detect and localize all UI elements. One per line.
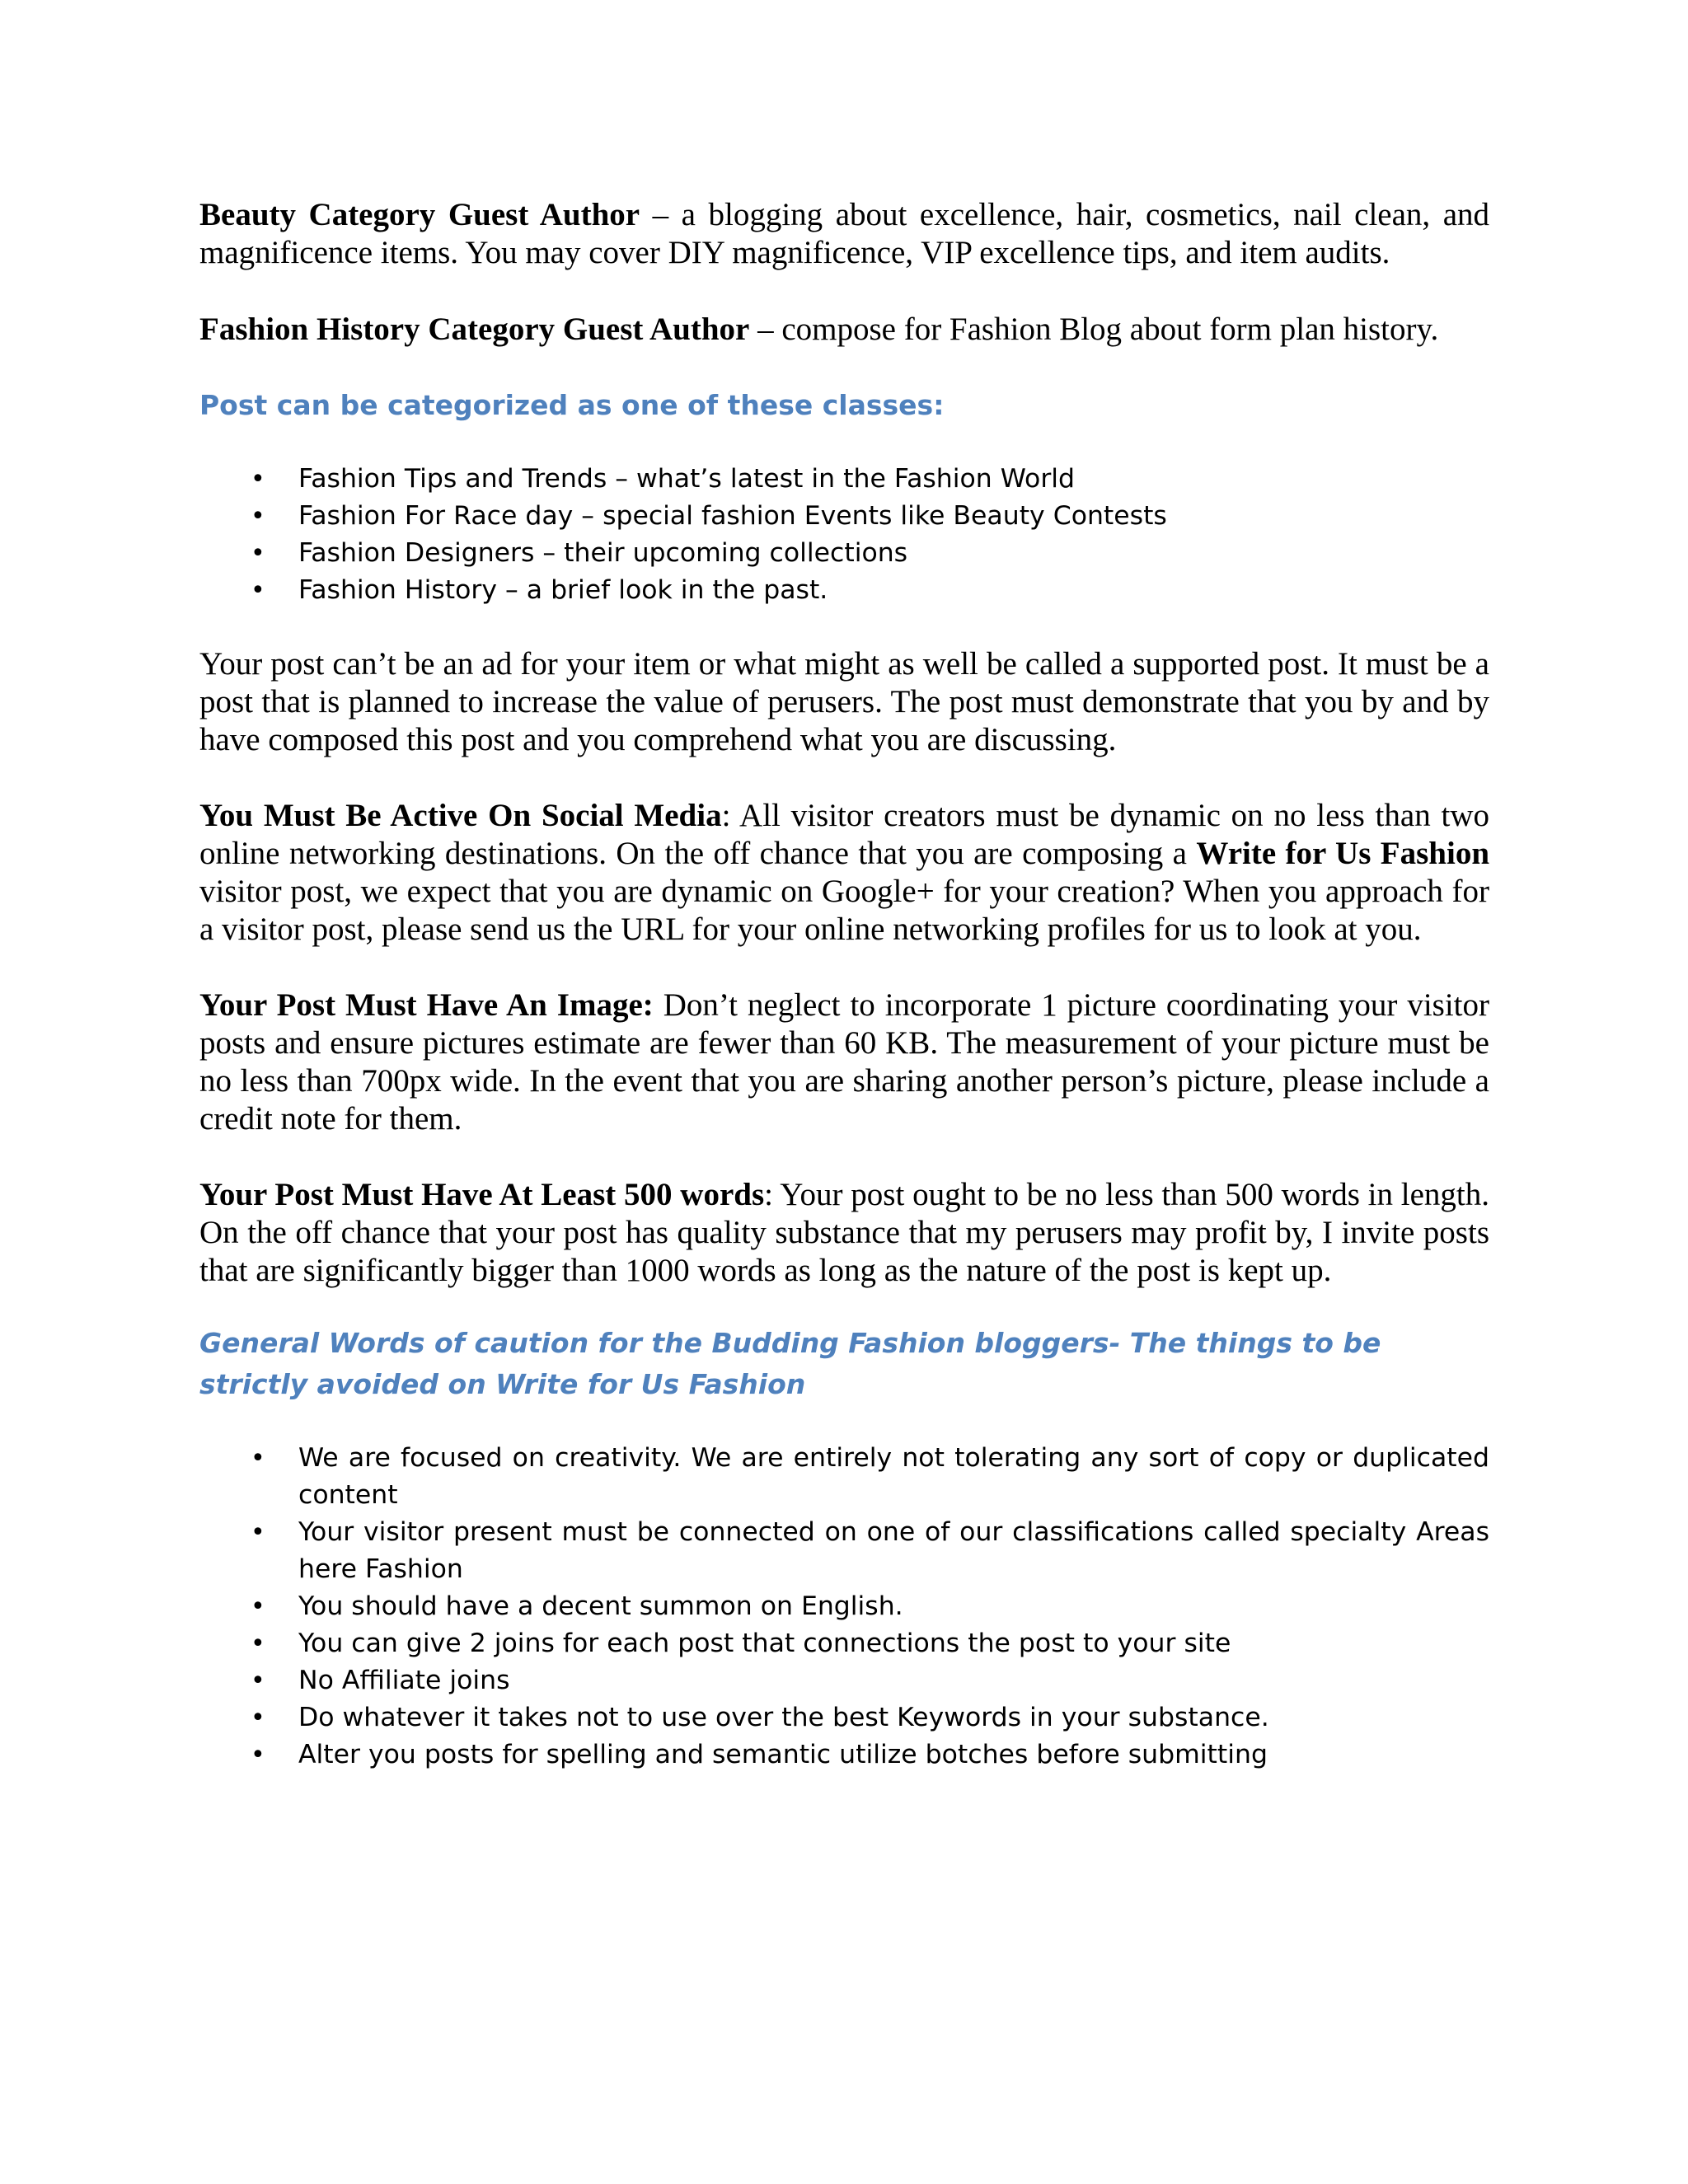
list-item-text: Fashion Tips and Trends – what’s latest in the Fashion World	[298, 464, 1076, 494]
bullet-icon: •	[251, 465, 265, 494]
paragraph-social-media	[199, 797, 1489, 949]
list-item-text: No Affiliate joins	[298, 1666, 510, 1695]
paragraph-image	[199, 987, 1489, 1138]
bullet-icon: •	[251, 1629, 265, 1658]
document-page	[199, 196, 1489, 1774]
social-media-text-1: : All visitor creators must be dynamic on no less than two online networking destinations. On the off chance that you are composing a	[199, 798, 1489, 871]
social-media-text-2: visitor post, we expect that you are dynamic on Google+ for your creation? When you approach for a visitor post, please send us the URL for your online networking profiles for us to look at you.	[199, 874, 1489, 947]
list-item	[199, 1699, 1489, 1736]
list-item	[199, 1662, 1489, 1699]
list-item-text: Alter you posts for spelling and semantic utilize botches before submitting	[298, 1740, 1268, 1769]
history-author-title: Fashion History Category Guest Author	[199, 312, 750, 347]
list-item-text: You can give 2 joins for each post that connections the post to your site	[298, 1629, 1231, 1658]
list-item	[199, 1514, 1489, 1588]
social-media-title: You Must Be Active On Social Media	[199, 798, 722, 833]
bullet-icon: •	[251, 539, 265, 568]
image-text: Don’t neglect to incorporate 1 picture coordinating your visitor posts and ensure pictures estimate are fewer than 60 KB. The measurement of your picture must be no less than 700px wide. In the event that you are sharing another person’s picture, please include a credit note for them.	[199, 987, 1489, 1137]
list-item-text: Do whatever it takes not to use over the best Keywords in your substance.	[298, 1703, 1269, 1732]
list-item	[199, 535, 1489, 572]
bullet-icon: •	[251, 1444, 265, 1473]
list-item	[199, 1588, 1489, 1625]
write-for-us-bold: Write for Us Fashion	[1196, 836, 1490, 871]
list-item-text: Fashion History – a brief look in the past.	[298, 575, 828, 605]
list-item-text: We are focused on creativity. We are entirely not tolerating any sort of copy or duplicated content	[298, 1443, 1489, 1510]
list-item-text: Your visitor present must be connected on one of our classifications called specialty Areas here Fashion	[298, 1517, 1489, 1584]
bullet-icon: •	[251, 1741, 265, 1769]
bullet-icon: •	[251, 576, 265, 605]
heading-caution: General Words of caution for the Budding Fashion bloggers- The things to be strictly avoided on Write for Us Fashion	[199, 1327, 1381, 1400]
word-count-text: : Your post ought to be no less than 500 words in length. On the off chance that your post has quality substance that my perusers may profit by, I invite posts that are significantly bigger than 1000 words as long as the nature of the post is kept up.	[199, 1177, 1490, 1288]
list-item	[199, 461, 1489, 498]
beauty-author-text: – a blogging about excellence, hair, cosmetics, nail clean, and magnificence items. You may cover DIY magnificence, VIP excellence tips, and item audits.	[199, 197, 1490, 270]
history-author-text: – compose for Fashion Blog about form plan history.	[749, 312, 1439, 347]
list-item-text: Fashion For Race day – special fashion Events like Beauty Contests	[298, 501, 1167, 531]
list-item	[199, 498, 1489, 535]
paragraph-no-ads: Your post can’t be an ad for your item or what might as well be called a supported post. It must be a post that is planned to increase the value of perusers. The post must demonstrate that you by and by have composed this post and you comprehend what you are discussing.	[199, 646, 1489, 757]
heading-post-classes: Post can be categorized as one of these classes:	[199, 389, 945, 421]
caution-list	[199, 1440, 1489, 1774]
classes-list	[199, 461, 1489, 609]
list-item	[199, 1625, 1489, 1662]
paragraph-history-author	[199, 311, 1489, 349]
bullet-icon: •	[251, 1592, 265, 1621]
image-title: Your Post Must Have An Image:	[199, 987, 654, 1023]
list-item	[199, 1736, 1489, 1774]
bullet-icon: •	[251, 502, 265, 531]
bullet-icon: •	[251, 1518, 265, 1547]
bullet-icon: •	[251, 1704, 265, 1732]
beauty-author-title: Beauty Category Guest Author	[199, 197, 640, 232]
list-item-text: Fashion Designers – their upcoming collections	[298, 538, 908, 568]
word-count-title: Your Post Must Have At Least 500 words	[199, 1177, 765, 1212]
bullet-icon: •	[251, 1666, 265, 1695]
list-item	[199, 1440, 1489, 1514]
list-item	[199, 572, 1489, 609]
paragraph-word-count	[199, 1176, 1489, 1290]
list-item-text: You should have a decent summon on English.	[298, 1591, 903, 1621]
paragraph-beauty-author	[199, 196, 1489, 272]
